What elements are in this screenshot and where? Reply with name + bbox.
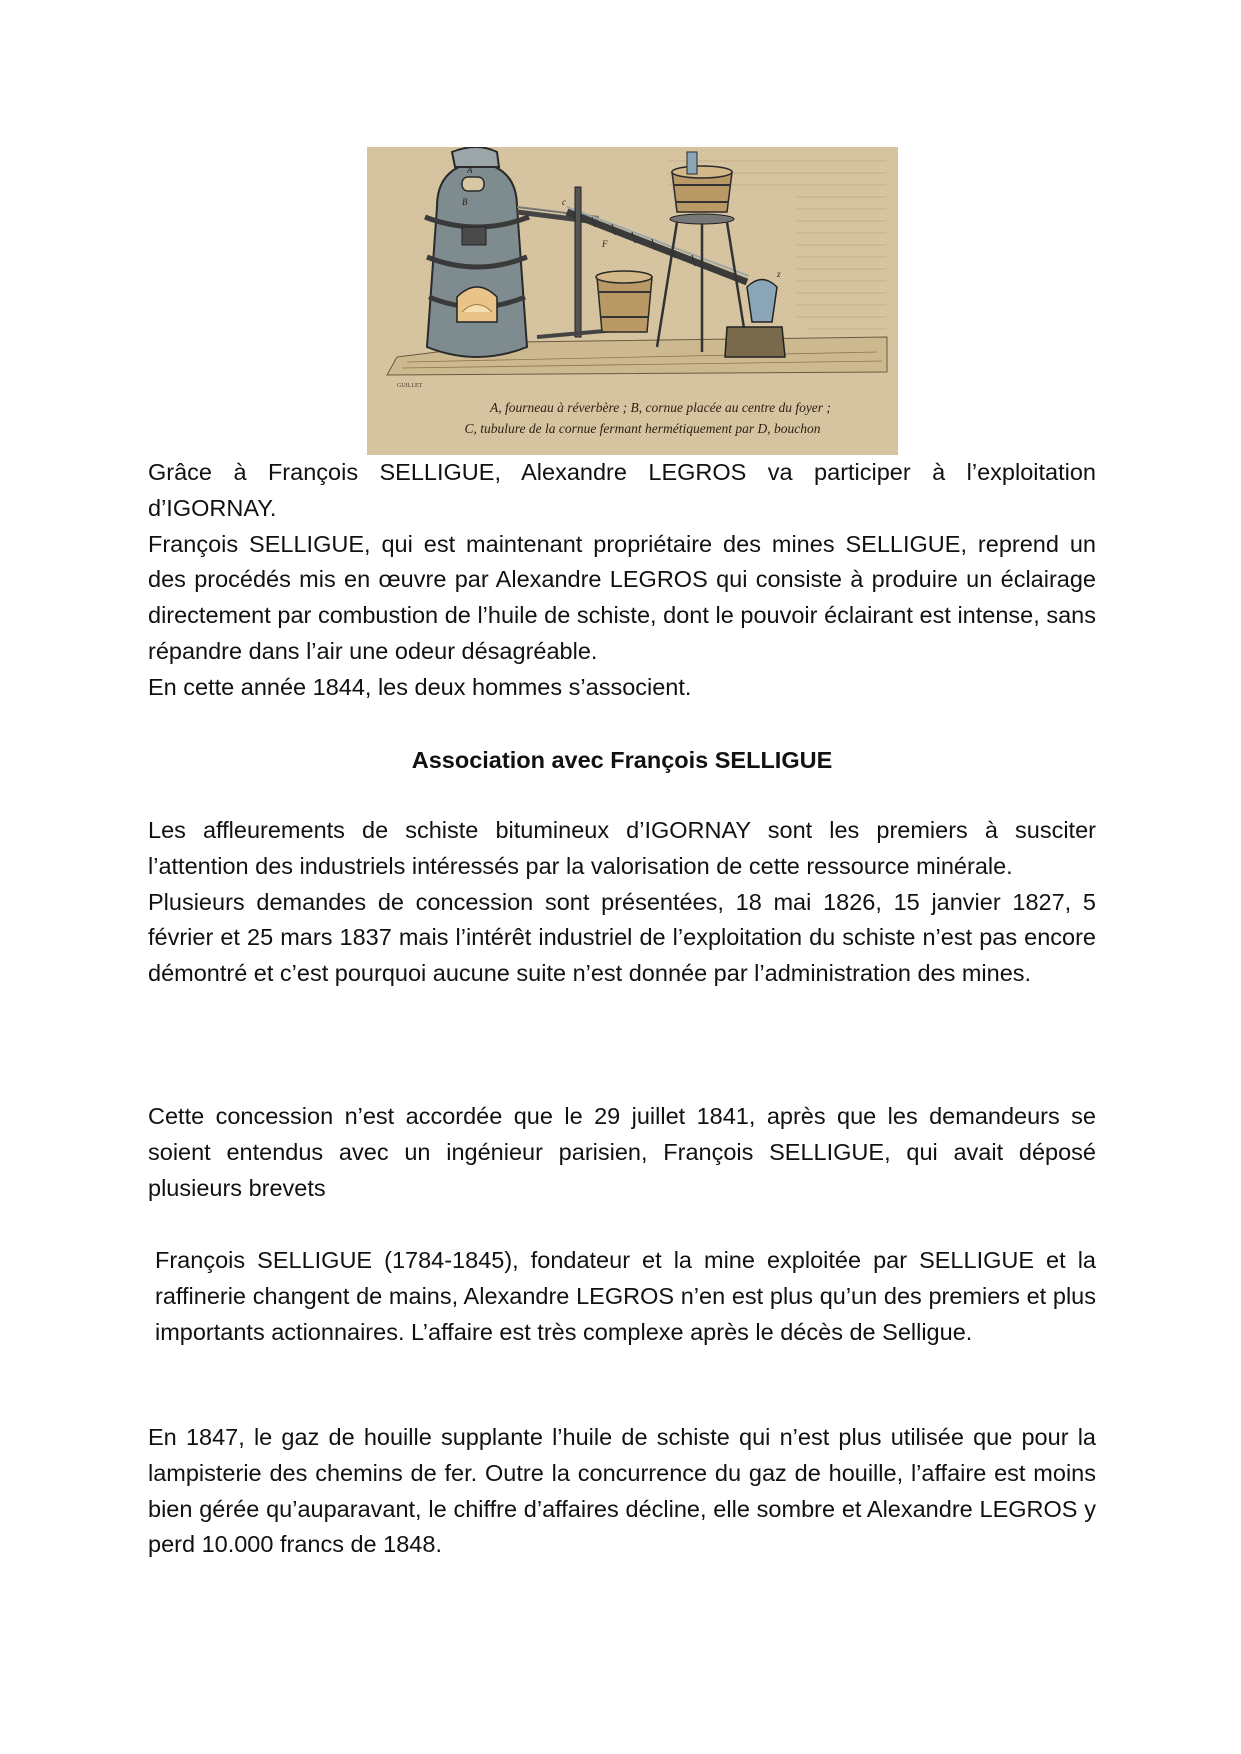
section-text-block-1 xyxy=(148,813,1096,992)
section-text-block-2 xyxy=(148,1099,1096,1206)
figure-caption-line2: C, tubulure de la cornue fermant hermétiquement par D, bouchon xyxy=(464,421,821,436)
figure-caption-line1: A, fourneau à réverbère ; B, cornue placée au centre du foyer ; xyxy=(490,400,831,415)
svg-text:A: A xyxy=(467,165,473,175)
section-paragraph-4: François SELLIGUE (1784-1845), fondateur et la mine exploitée par SELLIGUE et la raffinerie changent de mains, Alexandre LEGROS n’en est plus qu’un des premiers et plus importants actionnaires. L’affaire est très complexe après le décès de Selligue. xyxy=(155,1247,1096,1345)
intro-paragraph-2: François SELLIGUE, qui est maintenant propriétaire des mines SELLIGUE, reprend un des procédés mis en œuvre par Alexandre LEGROS qui consiste à produire un éclairage directement par combustion de l’huile de schiste, dont le pouvoir éclairant est intense, sans répandre dans l’air une odeur désagréable. xyxy=(148,530,1096,664)
section-paragraph-5: En 1847, le gaz de houille supplante l’huile de schiste qui n’est plus utilisée que pour la lampisterie des chemins de fer. Outre la concurrence du gaz de houille, l’affaire est moins bien gérée qu’auparavant, le chiffre d’affaires décline, elle sombre et Alexandre LEGROS y perd 10.000 francs de 1848. xyxy=(148,1424,1096,1558)
intro-paragraph-3: En cette année 1844, les deux hommes s’associent. xyxy=(148,673,692,700)
section-paragraph-3: Cette concession n’est accordée que le 29 juillet 1841, après que les demandeurs se soient entendus avec un ingénieur parisien, François SELLIGUE, qui avait déposé plusieurs brevets xyxy=(148,1103,1096,1201)
section-heading: Association avec François SELLIGUE xyxy=(411,747,833,773)
engraver-signature: GUILLET xyxy=(397,383,423,389)
section-text-block-4 xyxy=(148,1420,1096,1563)
intro-text-block xyxy=(148,455,1096,706)
svg-text:z: z xyxy=(777,269,781,279)
svg-text:F: F xyxy=(602,239,608,249)
svg-text:B: B xyxy=(462,197,468,207)
section-paragraph-1: Les affleurements de schiste bitumineux d’IGORNAY sont les premiers à susciter l’attention des industriels intéressés par la valorisation de cette ressource minérale. xyxy=(148,817,1096,879)
distillation-engraving-image xyxy=(367,147,898,455)
intro-paragraph-1: Grâce à François SELLIGUE, Alexandre LEGROS va participer à l’exploitation d’IGORNAY. xyxy=(148,459,1096,521)
section-text-block-3 xyxy=(148,1243,1096,1350)
section-paragraph-2: Plusieurs demandes de concession sont présentées, 18 mai 1826, 15 janvier 1827, 5 février et 25 mars 1837 mais l’intérêt industriel de l’exploitation du schiste n’est pas encore démontré et c’est pourquoi aucune suite n’est donnée par l’administration des mines. xyxy=(148,888,1096,987)
svg-text:c: c xyxy=(562,197,566,207)
